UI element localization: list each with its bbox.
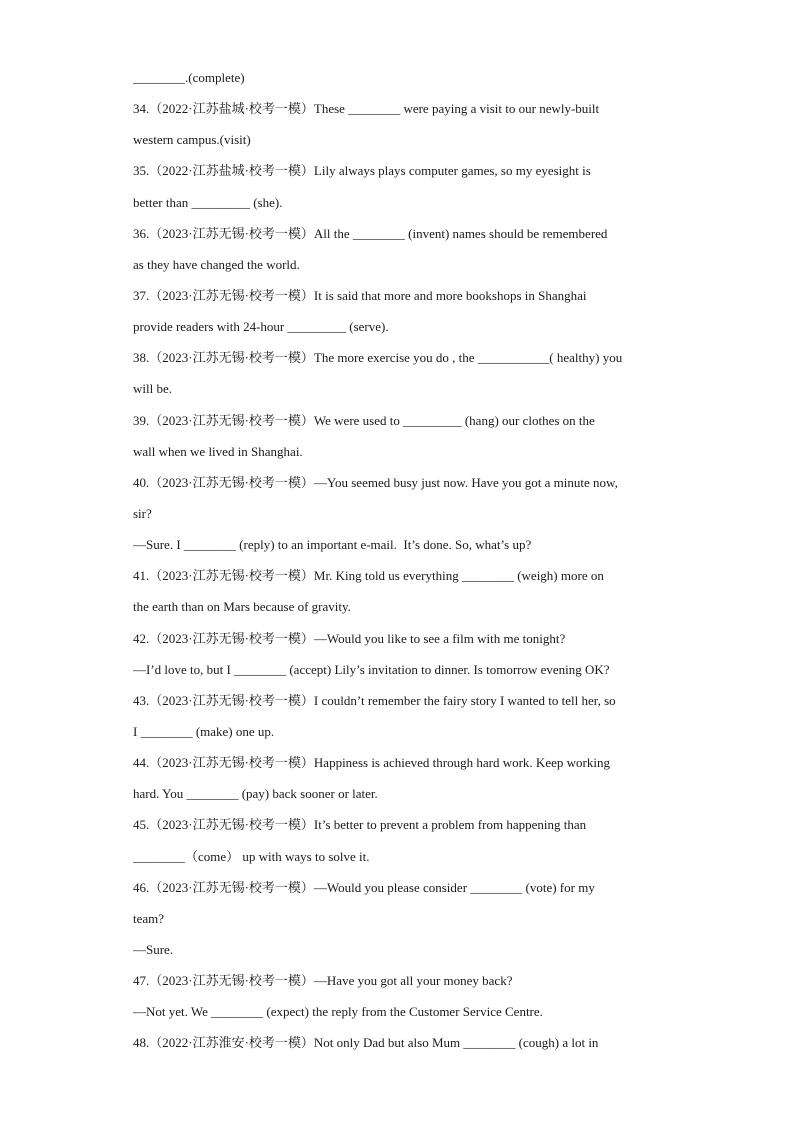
text-line: —I’d love to, but I ________ (accept) Lily’s invitation to dinner. Is tomorrow evening OK?: [133, 661, 610, 677]
text-line: as they have changed the world.: [133, 256, 300, 272]
question-48: 48.（2022·江苏淮安·校考一模）Not only Dad but also Mum ________ (cough) a lot in: [133, 1035, 599, 1051]
question-36: 36.（2023·江苏无锡·校考一模）All the ________ (invent) names should be remembered: [133, 225, 608, 241]
question-47: 47.（2023·江苏无锡·校考一模）—Have you got all your money back?: [133, 973, 513, 989]
question-41: 41.（2023·江苏无锡·校考一模）Mr. King told us everything ________ (weigh) more on: [133, 568, 604, 584]
question-39: 39.（2023·江苏无锡·校考一模）We were used to _________ (hang) our clothes on the: [133, 412, 595, 428]
text-line: hard. You ________ (pay) back sooner or later.: [133, 786, 378, 802]
question-35: 35.（2022·江苏盐城·校考一模）Lily always plays computer games, so my eyesight is: [133, 163, 591, 179]
question-37: 37.（2023·江苏无锡·校考一模）It is said that more and more bookshops in Shanghai: [133, 287, 587, 303]
text-line: better than _________ (she).: [133, 194, 283, 210]
text-line: provide readers with 24-hour _________ (serve).: [133, 319, 389, 335]
question-46: 46.（2023·江苏无锡·校考一模）—Would you please consider ________ (vote) for my: [133, 879, 595, 895]
text-line: team?: [133, 910, 165, 926]
text-line: will be.: [133, 381, 172, 397]
question-34: 34.（2022·江苏盐城·校考一模）These ________ were paying a visit to our newly-built: [133, 101, 600, 117]
text-line: —Not yet. We ________ (expect) the reply from the Customer Service Centre.: [133, 1004, 543, 1020]
text-line: —Sure. I ________ (reply) to an important e-mail. It’s done. So, what’s up?: [133, 537, 532, 553]
text-line: the earth than on Mars because of gravity.: [133, 599, 351, 615]
question-45: 45.（2023·江苏无锡·校考一模）It’s better to prevent a problem from happening than: [133, 817, 587, 833]
text-line: ________（come） up with ways to solve it.: [133, 848, 370, 864]
text-line: sir?: [133, 505, 152, 521]
question-40: 40.（2023·江苏无锡·校考一模）—You seemed busy just now. Have you got a minute now,: [133, 474, 618, 490]
question-38: 38.（2023·江苏无锡·校考一模）The more exercise you do , the ___________( healthy) you: [133, 350, 623, 366]
question-42: 42.（2023·江苏无锡·校考一模）—Would you like to see a film with me tonight?: [133, 630, 566, 646]
text-line: —Sure.: [133, 941, 174, 957]
text-line: ________.(complete): [133, 70, 245, 85]
text-line: wall when we lived in Shanghai.: [133, 443, 303, 459]
question-43: 43.（2023·江苏无锡·校考一模）I couldn’t remember the fairy story I wanted to tell her, so: [133, 692, 616, 708]
document-body: [133, 62, 663, 1059]
text-line: I ________ (make) one up.: [133, 723, 275, 739]
text-line: western campus.(visit): [133, 132, 251, 148]
question-44: 44.（2023·江苏无锡·校考一模）Happiness is achieved through hard work. Keep working: [133, 755, 610, 771]
